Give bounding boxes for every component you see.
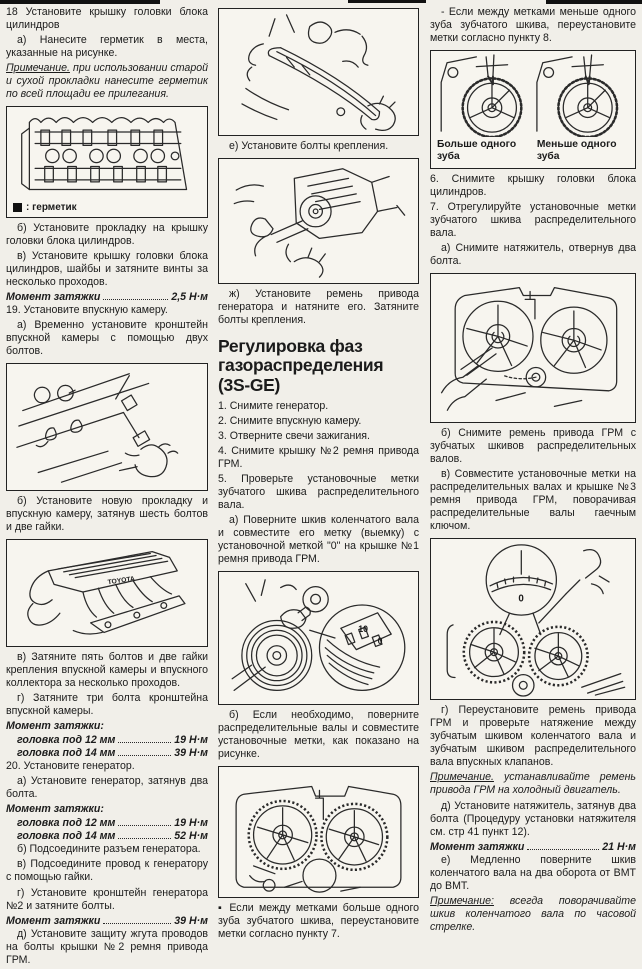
bullet-more: ▪ Если между метками больше одного зуба зубчатого шкива, переустановите метки согласно пункту 7.: [218, 902, 419, 941]
step-18b: б) Установите прокладку на крышку головки блока цилиндров.: [6, 222, 208, 248]
cam-mark-0: 0: [518, 593, 524, 605]
step-20a: а) Установите генератор, затянув два болта.: [6, 775, 208, 801]
figure-tensioner-remove: [430, 273, 636, 423]
figure-valve-cover: [6, 106, 208, 218]
middle-column: [218, 6, 419, 943]
step-20g: г) Установите кронштейн генератора №2 и затяните болты.: [6, 886, 208, 912]
step-18v: в) Установите крышку головки блока цилиндров, шайбы и затяните винты за несколько проходов.: [6, 250, 208, 289]
crank-mark-0: 0: [377, 635, 383, 646]
torque-label: головка под 14 мм: [17, 830, 116, 843]
page-top-bar-left: [0, 0, 160, 4]
note-cold: [430, 771, 636, 797]
item-6: 6. Снимите крышку головки блока цилиндров.: [430, 172, 636, 198]
figure-legend: [9, 201, 205, 215]
bracket-install-drawing: [9, 366, 205, 488]
item-5b: б) Если необходимо, поверните распределительные валы и совместите установочные метки, как показано на рисунке.: [218, 709, 419, 761]
item-7a: а) Снимите натяжитель, отвернув два болта.: [430, 241, 636, 267]
step-20b: б) Подсоедините разъем генератора.: [17, 843, 201, 856]
note-text: устанавливайте ремень привода ГРМ на холодный двигатель.: [430, 771, 636, 797]
sealant-legend-text: : герметик: [26, 202, 77, 214]
compare-label-left: Больше одного зуба: [437, 139, 517, 162]
compare-labels: [433, 137, 633, 166]
step-20v: в) Подсоедините провод к генератору с помощью гайки.: [6, 858, 208, 884]
step-19a: а) Временно установите кронштейн впускной камеры с помощью двух болтов.: [6, 319, 208, 358]
torque-value: 19 Н·м: [174, 734, 208, 747]
item-7b: б) Снимите ремень привода ГРМ с зубчатых шкивов распределительных валов.: [430, 426, 636, 465]
torque-value: 19 Н·м: [174, 817, 208, 830]
tooth-compare-drawing: [433, 53, 633, 137]
heading-line-1: Регулировка фаз: [218, 336, 363, 357]
item-7: 7. Отрегулируйте установочные метки зубчатого шкива распределительного вала.: [430, 200, 636, 239]
item-2: 2. Снимите впускную камеру.: [218, 414, 362, 427]
torque-label: Момент затяжки: [6, 291, 101, 304]
item-1: 1. Снимите генератор.: [218, 399, 329, 412]
valve-cover-drawing: [9, 109, 205, 201]
step-19g: г) Затяните три болта кронштейна впускной камеры.: [6, 692, 208, 718]
figure-generator-belt: [218, 158, 419, 284]
torque-line-1: [6, 291, 208, 303]
torque-line-3a: [6, 817, 208, 829]
step-zh: ж) Установите ремень привода генератора и натяните его. Затяните болты крепления.: [218, 288, 419, 327]
step-18a: а) Нанесите герметик в места, указанные на рисунке.: [6, 34, 208, 60]
torque-line-4: [6, 915, 208, 927]
step-19-title: 19. Установите впускную камеру.: [6, 304, 168, 317]
cover-install-drawing: [221, 11, 416, 133]
step-19v: в) Затяните пять болтов и две гайки крепления впускной камеры и впускного коллектора за несколько проходов.: [6, 651, 208, 690]
figure-bracket-install: [6, 363, 208, 491]
left-column: [6, 6, 208, 969]
torque-value: 52 Н·м: [174, 830, 208, 843]
generator-belt-drawing: [221, 161, 416, 281]
note-label: Примечание.: [6, 62, 70, 75]
right-column: [430, 6, 636, 937]
item-7g: г) Переустановите ремень привода ГРМ и проверьте натяжение между зубчатым шкивом коленчатого вала и зубчатым шкивом распределительного вала впускных клапанов.: [430, 703, 636, 768]
torque-label: Момент затяжки: [6, 914, 101, 927]
torque-label: головка под 12 мм: [17, 817, 116, 830]
item-7d: д) Установите натяжитель, затянув два болта (Процедуру установки натяжителя см. стр 41 пункт 12).: [430, 800, 636, 839]
step-20-title: 20. Установите генератор.: [6, 760, 135, 773]
note-label: Примечание:: [430, 895, 494, 908]
step-19b: б) Установите новую прокладку и впускную камеру, затянув шесть болтов и две гайки.: [6, 495, 208, 534]
torque-value: 21 Н·м: [602, 841, 636, 854]
note-label: Примечание.: [430, 771, 494, 784]
torque2-label: Момент затяжки:: [6, 720, 104, 733]
step-e: е) Установите болты крепления.: [229, 140, 389, 152]
item-5a: а) Поверните шкив коленчатого вала и совместите его метку (выемку) с установочной меткой "0" на крышке №1 ремня привода ГРМ.: [218, 513, 419, 565]
crank-pulley-drawing: [221, 574, 416, 702]
cam-sprockets-drawing: [221, 769, 416, 895]
torque-line-3b: [6, 830, 208, 842]
sealant-swatch-icon: [13, 203, 22, 212]
torque-value: 39 Н·м: [174, 747, 208, 760]
intake-plenum-text: TOYOTA: [107, 575, 136, 587]
note-text: при использовании старой и сухой прокладки нанесите герметик по всей площади ее прилегания.: [6, 62, 208, 101]
marks-align-drawing: [433, 541, 633, 697]
item-5: 5. Проверьте установочные метки зубчатого шкива распределительного вала.: [218, 472, 419, 511]
figure-tooth-compare: [430, 50, 636, 169]
torque-value: 2,5 Н·м: [171, 291, 208, 304]
torque3-title: [6, 803, 208, 816]
page-top-bar-right: [546, 0, 642, 4]
step-20d: д) Установите защиту жгута проводов на болты крышки №2 ремня привода ГРМ.: [6, 927, 208, 966]
section-heading: [218, 337, 419, 395]
note-sealant: [6, 62, 208, 101]
heading-line-3: (3S-GE): [218, 374, 281, 395]
figure-intake-chamber: [6, 539, 208, 647]
torque-label: головка под 12 мм: [17, 734, 116, 747]
figure-crank-pulley: [218, 571, 419, 705]
step-18-title: 18 Установите крышку головки блока цилиндров: [6, 6, 208, 32]
figure-marks-align: [430, 538, 636, 700]
torque-line-5: [430, 841, 636, 853]
item-3: 3. Отверните свечи зажигания.: [218, 429, 370, 442]
bullet-less: - Если между метками меньше одного зуба зубчатого шкива, переустановите метки согласно пункту 8.: [430, 6, 636, 45]
torque2-title: [6, 720, 208, 733]
item-7e: е) Медленно поверните шкив коленчатого вала на два оборота от ВМТ до ВМТ.: [430, 854, 636, 893]
torque-line-2a: [6, 734, 208, 746]
compare-label-right: Меньше одного зуба: [536, 139, 617, 162]
tensioner-remove-drawing: [433, 276, 633, 420]
torque-label: головка под 14 мм: [17, 747, 116, 760]
torque-value: 39 Н·м: [174, 914, 208, 927]
note-clockwise: [430, 895, 636, 934]
heading-line-2: газораспределения: [218, 355, 384, 376]
torque3-label: Момент затяжки:: [6, 803, 104, 816]
note-text: всегда поворачивайте шкив коленчатого вала по часовой стрелке.: [430, 895, 636, 934]
torque-label: Момент затяжки: [430, 841, 525, 854]
crank-mark-10: 10: [358, 624, 368, 635]
item-4: 4. Снимите крышку №2 ремня привода ГРМ.: [218, 444, 419, 470]
figure-cover-install: [218, 8, 419, 136]
item-7v: в) Совместите установочные метки на распределительных валах и крышке №3 ремня привода ГРМ, поворачивая распределительные валы гаечным ключом.: [430, 467, 636, 532]
figure-cam-sprockets: [218, 766, 419, 898]
torque-line-2b: [6, 747, 208, 759]
intake-chamber-drawing: [9, 542, 205, 644]
page-top-bar-mid: [348, 0, 426, 3]
